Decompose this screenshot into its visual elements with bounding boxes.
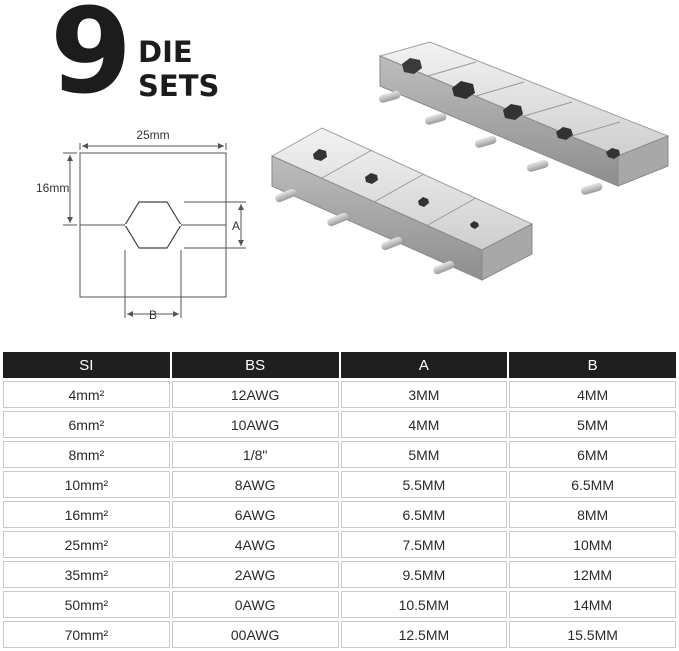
table-row — [3, 501, 676, 528]
cell-a: 5MM — [341, 441, 508, 468]
back-die-row — [378, 42, 668, 196]
title-line-1: DIE — [138, 35, 193, 69]
cell-si: 25mm² — [3, 531, 170, 558]
cell-b: 15.5MM — [509, 621, 676, 648]
die-spec-table — [1, 349, 678, 651]
column-header-a: A — [341, 352, 508, 378]
column-header-bs: BS — [172, 352, 339, 378]
cell-si: 35mm² — [3, 561, 170, 588]
cell-bs: 2AWG — [172, 561, 339, 588]
cell-bs: 4AWG — [172, 531, 339, 558]
cell-bs: 0AWG — [172, 591, 339, 618]
cell-si: 10mm² — [3, 471, 170, 498]
cell-b: 12MM — [509, 561, 676, 588]
table-row — [3, 531, 676, 558]
b-label: B — [148, 308, 158, 322]
cell-b: 4MM — [509, 381, 676, 408]
cell-si: 8mm² — [3, 441, 170, 468]
die-dimension-diagram — [0, 0, 262, 330]
cell-bs: 10AWG — [172, 411, 339, 438]
cell-si: 6mm² — [3, 411, 170, 438]
cell-si: 50mm² — [3, 591, 170, 618]
table-row — [3, 441, 676, 468]
cell-a: 10.5MM — [341, 591, 508, 618]
title-line-2: SETS — [138, 69, 220, 103]
die-set-illustration — [262, 38, 678, 290]
cell-a: 6.5MM — [341, 501, 508, 528]
cell-b: 10MM — [509, 531, 676, 558]
table-row — [3, 561, 676, 588]
cell-bs: 00AWG — [172, 621, 339, 648]
a-label: A — [231, 219, 241, 233]
cell-b: 5MM — [509, 411, 676, 438]
cell-si: 4mm² — [3, 381, 170, 408]
cell-a: 3MM — [341, 381, 508, 408]
table-row — [3, 621, 676, 648]
cell-a: 7.5MM — [341, 531, 508, 558]
cell-bs: 6AWG — [172, 501, 339, 528]
cell-si: 70mm² — [3, 621, 170, 648]
cell-b: 6MM — [509, 441, 676, 468]
front-die-row — [272, 128, 532, 280]
cell-si: 16mm² — [3, 501, 170, 528]
cell-b: 14MM — [509, 591, 676, 618]
cell-bs: 1/8" — [172, 441, 339, 468]
width-label: 25mm — [136, 128, 170, 142]
table-row — [3, 381, 676, 408]
column-header-b: B — [509, 352, 676, 378]
table-row — [3, 471, 676, 498]
cell-bs: 12AWG — [172, 381, 339, 408]
cell-a: 4MM — [341, 411, 508, 438]
cell-b: 8MM — [509, 501, 676, 528]
table-row — [3, 411, 676, 438]
cell-b: 6.5MM — [509, 471, 676, 498]
column-header-si: SI — [3, 352, 170, 378]
table-row — [3, 591, 676, 618]
cell-a: 5.5MM — [341, 471, 508, 498]
height-label: 16mm — [36, 181, 70, 195]
cell-a: 12.5MM — [341, 621, 508, 648]
cell-a: 9.5MM — [341, 561, 508, 588]
big-nine: 9 — [50, 0, 131, 120]
cell-bs: 8AWG — [172, 471, 339, 498]
table-header-row — [3, 352, 676, 378]
